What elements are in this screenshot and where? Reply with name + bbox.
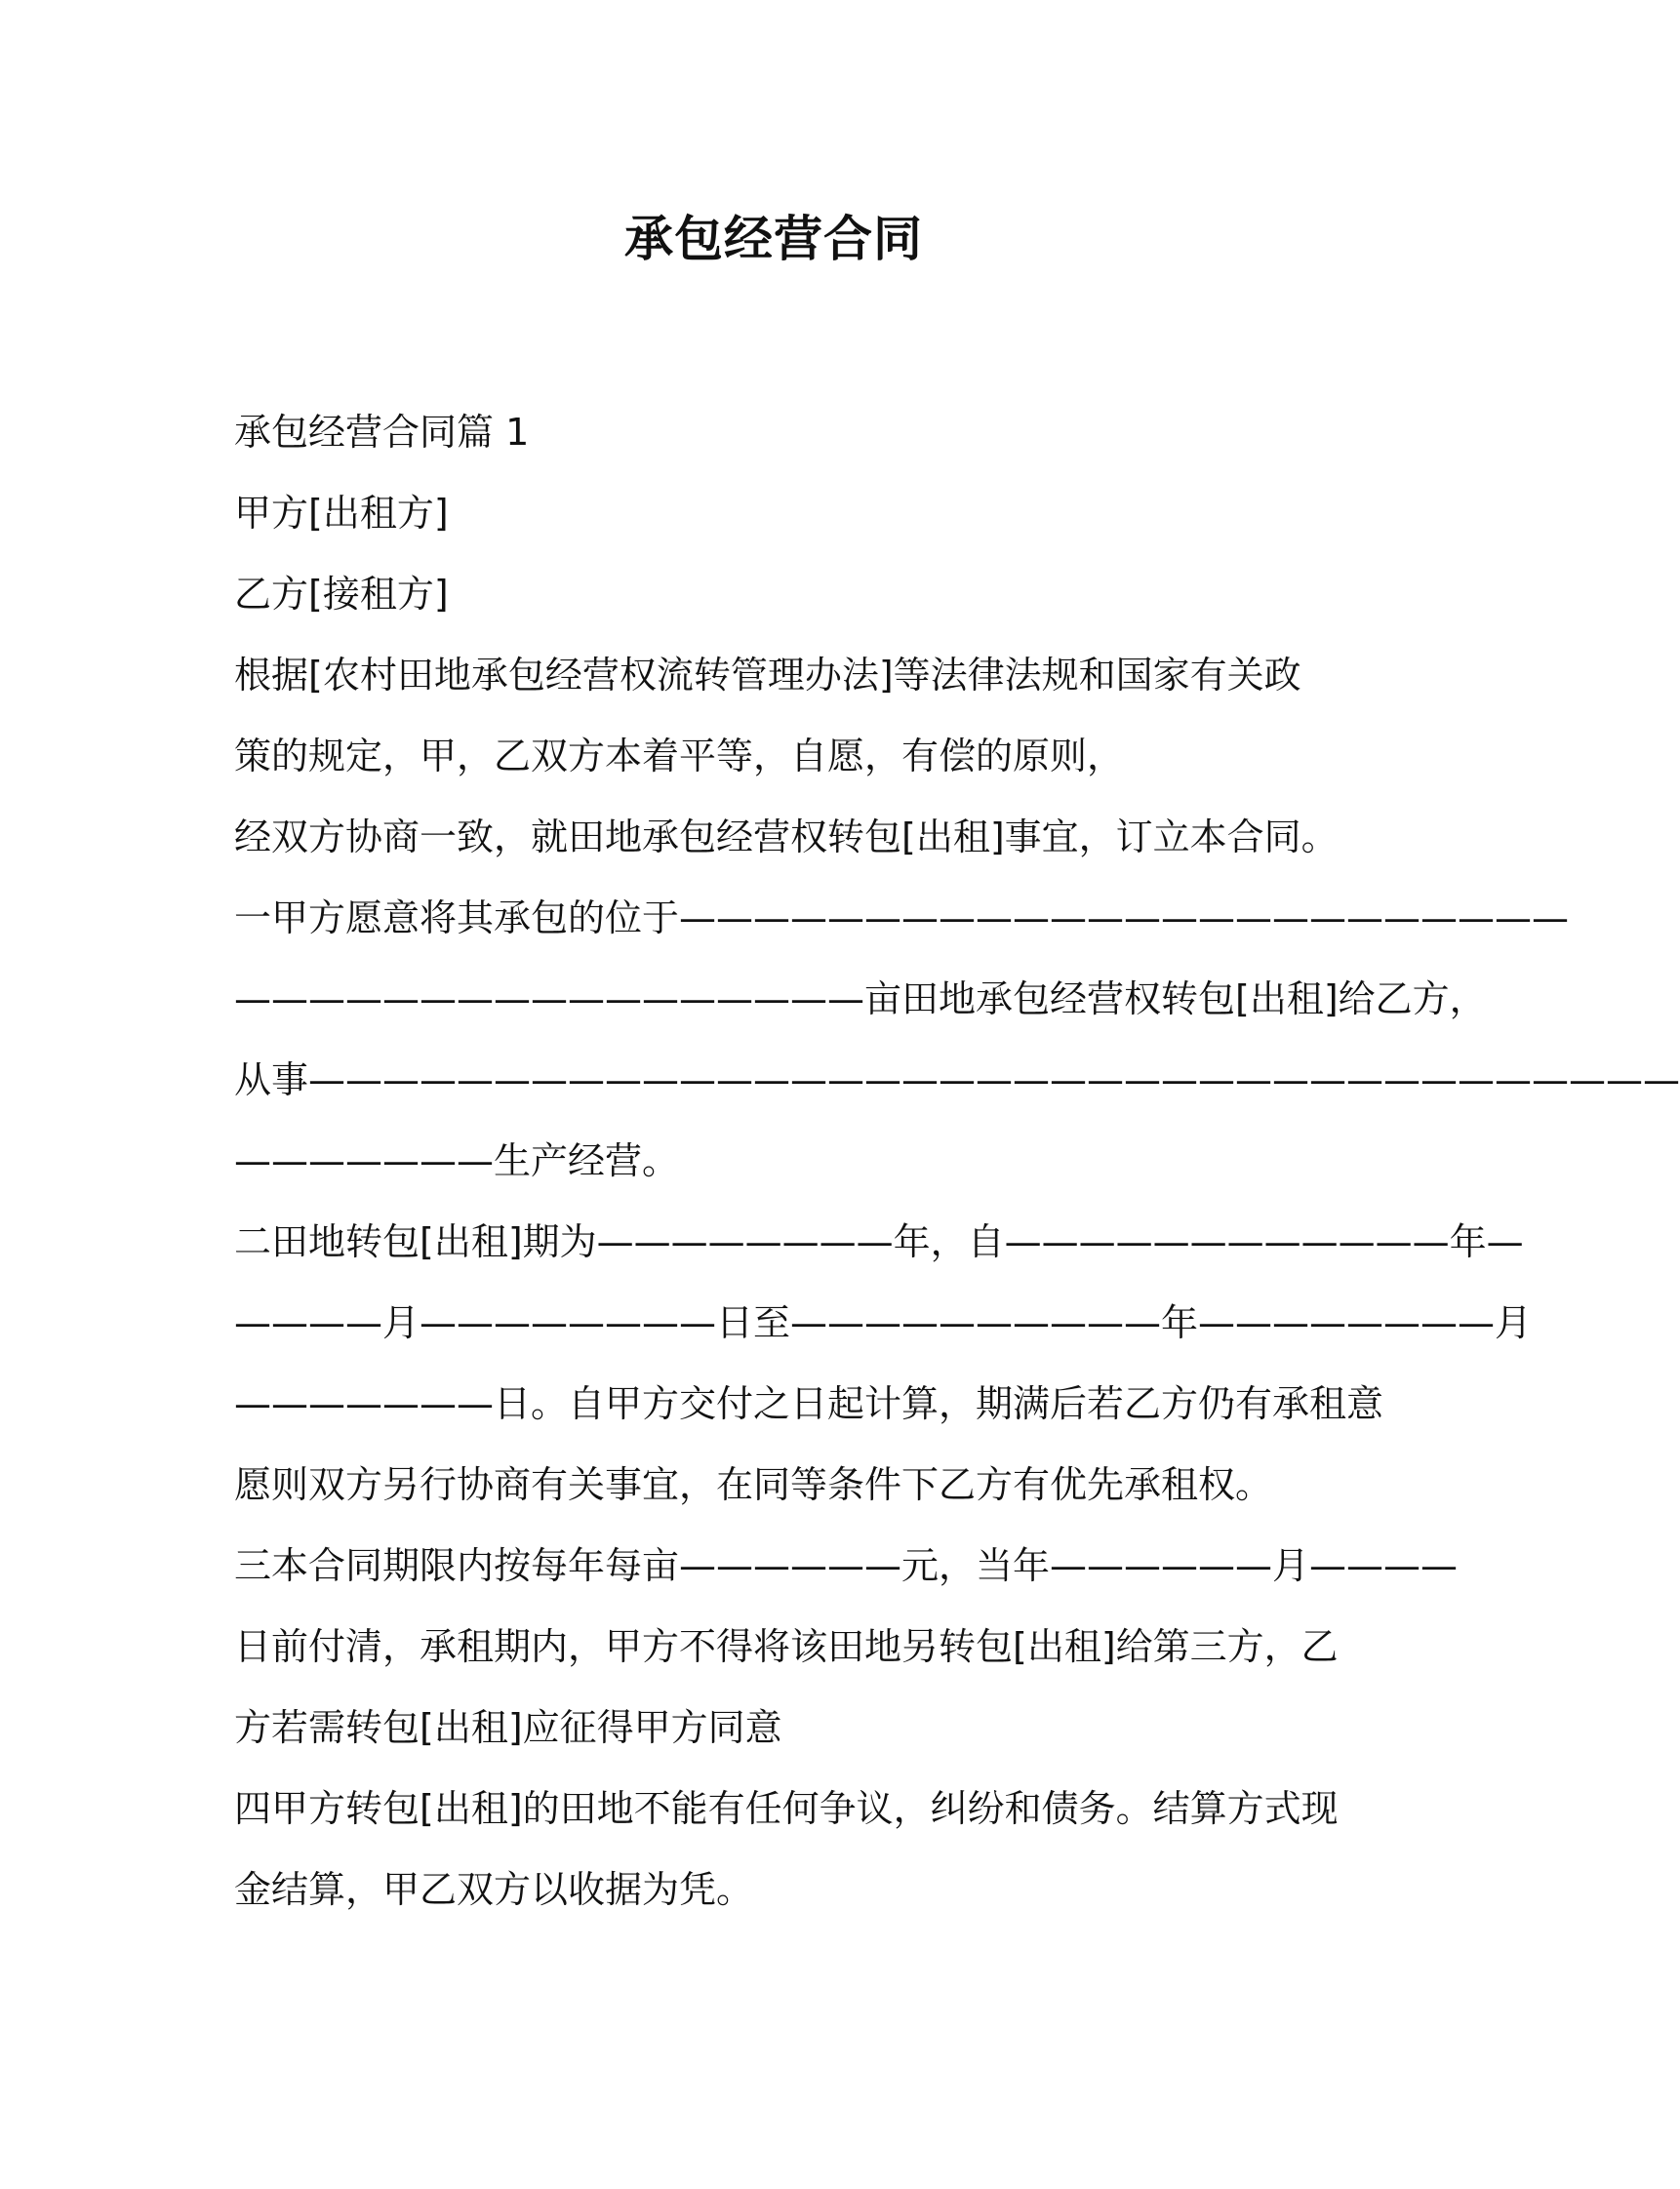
text-line: 愿则双方另行协商有关事宜，在同等条件下乙方有优先承租权。 bbox=[234, 1463, 1273, 1506]
text-line: 日前付清，承租期内，甲方不得将该田地另转包[出租]给第三方，乙 bbox=[234, 1625, 1339, 1668]
text-line: 一甲方愿意将其承包的位于———————————————————————— bbox=[234, 896, 1570, 939]
text-line: 经双方协商一致，就田地承包经营权转包[出租]事宜，订立本合同。 bbox=[234, 816, 1339, 858]
text-line: 从事————————————————————————————————————— bbox=[234, 1058, 1680, 1101]
text-line: 金结算，甲乙双方以收据为凭。 bbox=[234, 1868, 754, 1911]
text-line: 三本合同期限内按每年每亩——————元，当年——————月———— bbox=[234, 1544, 1459, 1587]
text-line: ———————生产经营。 bbox=[234, 1139, 680, 1182]
text-line: 根据[农村田地承包经营权流转管理办法]等法律法规和国家有关政 bbox=[234, 654, 1301, 696]
text-line: 甲方[出租方] bbox=[234, 492, 449, 535]
text-line: 四甲方转包[出租]的田地不能有任何争议，纠纷和债务。结算方式现 bbox=[234, 1787, 1339, 1830]
text-line: ————月————————日至——————————年————————月 bbox=[234, 1301, 1533, 1344]
text-line: 二田地转包[出租]期为————————年，自————————————年— bbox=[234, 1220, 1524, 1263]
document-body bbox=[234, 392, 1680, 1930]
text-line: 乙方[接租方] bbox=[234, 573, 449, 616]
text-line: 承包经营合同篇 1 bbox=[234, 411, 530, 454]
document-title: 承包经营合同 bbox=[624, 211, 923, 267]
text-line: 策的规定，甲，乙双方本着平等，自愿，有偿的原则， bbox=[234, 735, 1125, 777]
text-line: 方若需转包[出租]应征得甲方同意 bbox=[234, 1706, 782, 1749]
text-line: —————————————————亩田地承包经营权转包[出租]给乙方， bbox=[234, 977, 1487, 1020]
text-line: ———————日。自甲方交付之日起计算，期满后若乙方仍有承租意 bbox=[234, 1382, 1384, 1425]
